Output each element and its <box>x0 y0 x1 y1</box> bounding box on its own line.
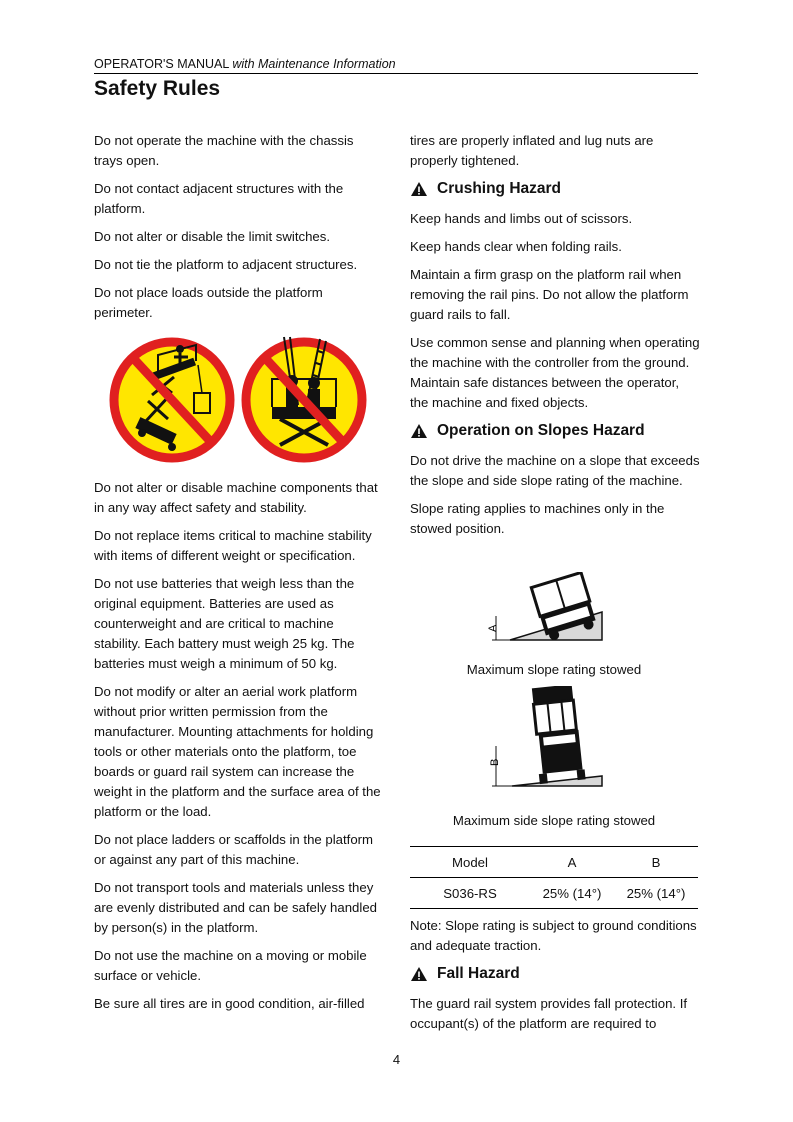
paragraph: Keep hands clear when folding rails. <box>410 239 622 254</box>
paragraph: Do not transport tools and materials unless they are evenly distributed and can be safely handled by person(s) in the platform. <box>94 880 377 935</box>
no-ladders-icon <box>246 337 362 458</box>
warning-triangle-icon <box>410 966 428 982</box>
paragraph: Do not modify or alter an aerial work platform without prior written permission from the manufacturer. Mounting attachments for holding tools or other materials onto the platform, toe boards or guard rail system can increase the weight in the platform and the surface area of the platform or the load. <box>94 684 381 819</box>
header-b: B <box>651 854 661 870</box>
paragraph: Do not tie the platform to adjacent structures. <box>94 257 358 272</box>
paragraph: Keep hands and limbs out of scissors. <box>410 211 633 226</box>
paragraph: Do not drive the machine on a slope that exceeds the slope and side slope rating of the machine. <box>410 453 700 488</box>
slope-label-a: A <box>487 624 499 632</box>
crushing-hazard-title: Crushing Hazard <box>437 180 562 197</box>
crushing-hazard-heading <box>410 179 700 199</box>
slope-rating-diagram <box>478 572 608 652</box>
paragraph: Do not use the machine on a moving or mobile surface or vehicle. <box>94 948 367 983</box>
paragraph: Do not place ladders or scaffolds in the platform or against any part of this machine. <box>94 832 374 867</box>
header-a: A <box>567 854 577 870</box>
paragraph: Maintain a firm grasp on the platform rail when removing the rail pins. Do not allow the platform guard rails to fall. <box>410 267 689 322</box>
running-header <box>94 56 698 74</box>
header-model: Model <box>452 854 488 870</box>
page-title: Safety Rules <box>94 77 221 100</box>
cell-model: S036-RS <box>443 885 497 901</box>
paragraph: Do not replace items critical to machine stability with items of different weight or specification. <box>94 528 372 563</box>
slope-caption: Maximum slope rating stowed <box>466 662 642 677</box>
table-row <box>410 878 698 909</box>
side-slope-label-b: B <box>489 758 501 766</box>
side-slope-rating-diagram <box>478 686 608 790</box>
left-column-bottom <box>94 478 384 1022</box>
left-column-top <box>94 131 384 331</box>
warning-triangle-icon <box>410 181 428 197</box>
warning-triangle-icon <box>410 423 428 439</box>
paragraph: tires are properly inflated and lug nuts are properly tightened. <box>410 133 654 168</box>
cell-b: 25% (14°) <box>626 885 686 901</box>
paragraph: Do not place loads outside the platform perimeter. <box>94 285 323 320</box>
paragraph: Slope rating applies to machines only in the stowed position. <box>410 501 665 536</box>
paragraph: Do not operate the machine with the chassis trays open. <box>94 133 354 168</box>
paragraph: Do not alter or disable machine components that in any way affect safety and stability. <box>94 480 378 515</box>
paragraph: Be sure all tires are in good condition, air-filled <box>94 996 365 1011</box>
right-column-bottom <box>410 916 700 1042</box>
side-slope-caption: Maximum side slope rating stowed <box>452 813 656 828</box>
right-column <box>410 131 700 547</box>
paragraph: Do not contact adjacent structures with the platform. <box>94 181 344 216</box>
table-header-row <box>410 847 698 878</box>
page-number: 4 <box>392 1052 401 1067</box>
prohibition-illustrations <box>108 335 368 465</box>
paragraph: Use common sense and planning when operating the machine with the controller from the ground. Maintain safe distances between the operator, the machine and fixed objects. <box>410 335 700 410</box>
slope-rating-table <box>410 846 698 909</box>
slopes-hazard-heading <box>410 421 700 441</box>
fall-hazard-title: Fall Hazard <box>437 965 520 982</box>
paragraph: The guard rail system provides fall protection. If occupant(s) of the platform are required to <box>410 996 688 1031</box>
paragraph: Do not use batteries that weigh less than the original equipment. Batteries are used as counterweight and are critical to machine stability. Each battery must weigh 25 kg. The batteries must weigh a minimum of 50 kg. <box>94 576 355 671</box>
slopes-hazard-title: Operation on Slopes Hazard <box>437 422 645 439</box>
fall-hazard-heading <box>410 964 700 984</box>
paragraph: Do not alter or disable the limit switches. <box>94 229 331 244</box>
cell-a: 25% (14°) <box>542 885 602 901</box>
manual-subtitle: with Maintenance Information <box>232 57 396 71</box>
manual-title: OPERATOR'S MANUAL <box>94 57 229 71</box>
no-loads-outside-perimeter-icon <box>114 342 230 458</box>
slope-note: Note: Slope rating is subject to ground conditions and adequate traction. <box>410 918 697 953</box>
